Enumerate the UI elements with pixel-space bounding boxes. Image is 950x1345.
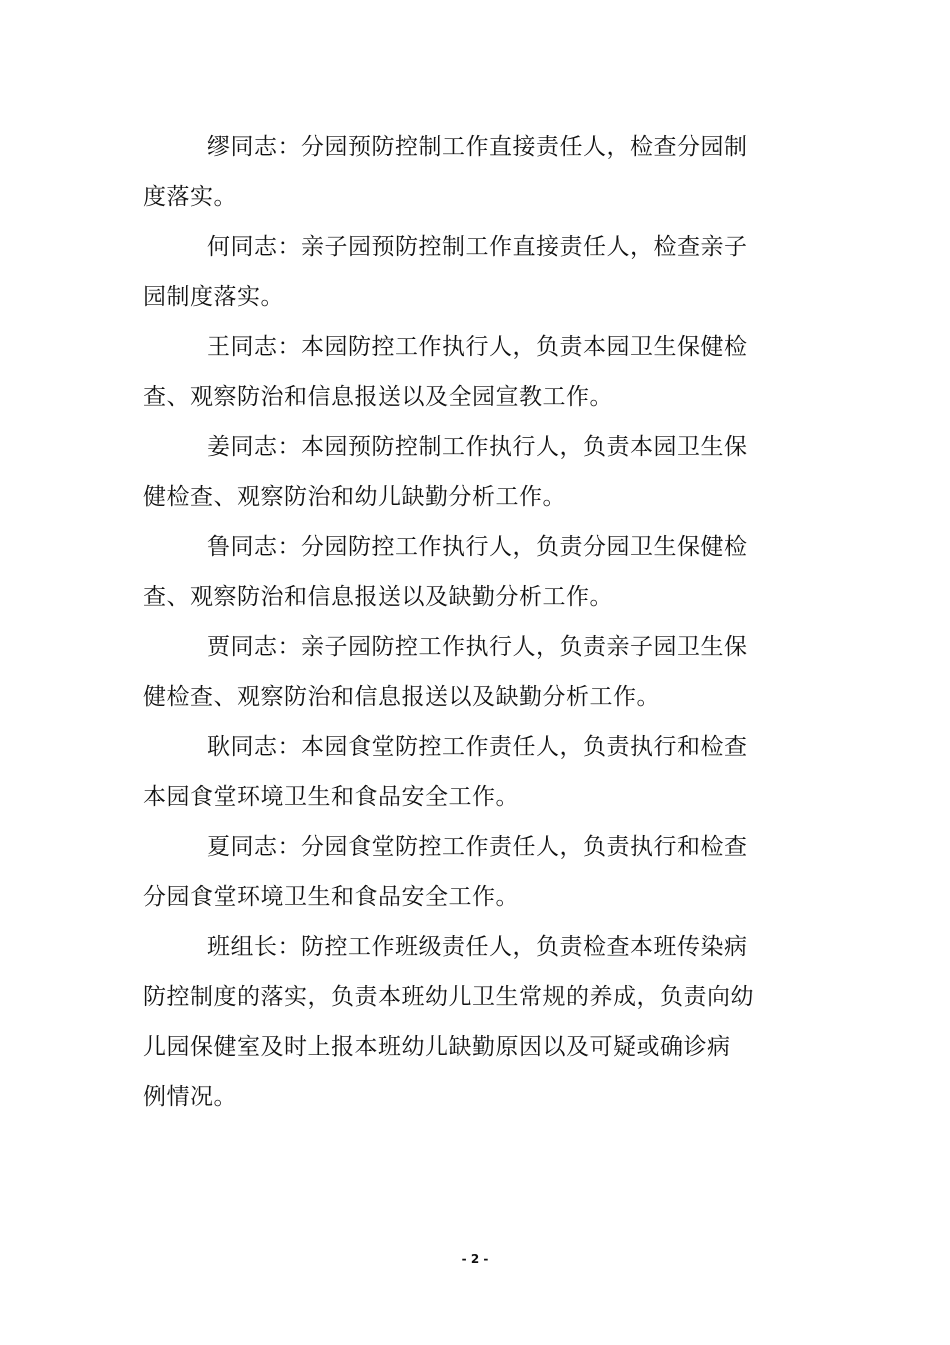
paragraph-line: 贾同志：亲子园防控工作执行人，负责亲子园卫生保 (207, 634, 748, 660)
paragraph-line: 缪同志：分园预防控制工作直接责任人，检查分园制 (207, 134, 748, 160)
paragraph-line: 分园食堂环境卫生和食品安全工作。 (143, 884, 519, 910)
paragraph-line: 防控制度的落实，负责本班幼儿卫生常规的养成，负责向幼 (143, 984, 754, 1010)
paragraph-miao (143, 122, 748, 222)
paragraph-line: 本园食堂环境卫生和食品安全工作。 (143, 784, 519, 810)
paragraph-line: 鲁同志：分园防控工作执行人，负责分园卫生保健检 (207, 534, 748, 560)
page-number: - 2 - (461, 1252, 489, 1266)
paragraph-xia (143, 822, 748, 922)
paragraph-line: 儿园保健室及时上报本班幼儿缺勤原因以及可疑或确诊病 (143, 1034, 731, 1060)
paragraph-line: 例情况。 (143, 1084, 237, 1110)
paragraph-line: 健检查、观察防治和信息报送以及缺勤分析工作。 (143, 684, 660, 710)
paragraph-line: 耿同志：本园食堂防控工作责任人，负责执行和检查 (207, 734, 748, 760)
paragraph-line: 查、观察防治和信息报送以及缺勤分析工作。 (143, 584, 613, 610)
paragraph-jiang (143, 422, 748, 522)
paragraph-he (143, 222, 748, 322)
paragraph-lu (143, 522, 748, 622)
paragraph-line: 度落实。 (143, 184, 237, 210)
paragraph-line: 班组长：防控工作班级责任人，负责检查本班传染病 (207, 934, 748, 960)
paragraph-line: 何同志：亲子园预防控制工作直接责任人，检查亲子 (207, 234, 748, 260)
paragraph-geng (143, 722, 748, 822)
paragraph-line: 查、观察防治和信息报送以及全园宣教工作。 (143, 384, 613, 410)
paragraph-line: 健检查、观察防治和幼儿缺勤分析工作。 (143, 484, 566, 510)
paragraph-jia (143, 622, 748, 722)
paragraph-line: 夏同志：分园食堂防控工作责任人，负责执行和检查 (207, 834, 748, 860)
paragraph-wang (143, 322, 748, 422)
paragraph-line: 王同志：本园防控工作执行人，负责本园卫生保健检 (207, 334, 748, 360)
paragraph-team-leader (143, 922, 754, 1122)
paragraph-line: 姜同志：本园预防控制工作执行人，负责本园卫生保 (207, 434, 748, 460)
paragraph-line: 园制度落实。 (143, 284, 284, 310)
document-body (143, 122, 754, 1122)
